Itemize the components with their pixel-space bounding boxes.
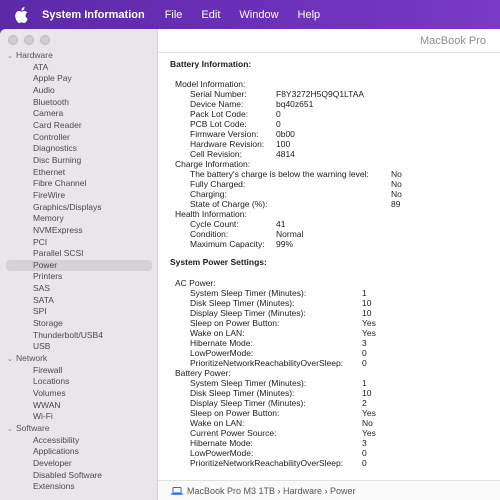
ac-power-key: Disk Sleep Timer (Minutes): [190, 298, 295, 308]
health-row [170, 219, 495, 229]
battery-power-row [170, 458, 495, 468]
charge-information-label-text: Charge Information: [175, 159, 251, 169]
sidebar-item-usb[interactable]: USB [33, 341, 51, 352]
chevron-down-icon[interactable]: ⌄ [7, 53, 13, 60]
ac-power-value: Yes [362, 318, 376, 328]
chevron-down-icon[interactable]: ⌄ [7, 426, 13, 433]
model-key: Cell Revision: [190, 149, 242, 159]
model-value: 0 [276, 109, 281, 119]
model-value: 0b00 [276, 129, 295, 139]
model-value: 100 [276, 139, 291, 149]
menu-edit[interactable]: Edit [201, 8, 221, 21]
ac-power-key: Hibernate Mode: [190, 338, 253, 348]
sidebar-item-nvmexpress[interactable]: NVMExpress [33, 224, 83, 235]
ac-power-key: LowPowerMode: [190, 348, 254, 358]
charge-key: Charging: [190, 189, 227, 199]
model-key: Firmware Version: [190, 129, 259, 139]
model-key: PCB Lot Code: [190, 119, 247, 129]
model-row [170, 99, 495, 109]
model-information-label-text: Model Information: [175, 79, 246, 89]
charge-information-label [170, 159, 495, 169]
health-key: Condition: [190, 229, 229, 239]
status-bar [158, 480, 500, 500]
battery-power-key: Sleep on Power Button: [190, 408, 280, 418]
model-key: Hardware Revision: [190, 139, 265, 149]
battery-power-value: 2 [362, 398, 367, 408]
charge-value: No [391, 189, 402, 199]
breadcrumb: MacBook Pro M3 1TB › Hardware › Power [187, 485, 356, 496]
sidebar-item-locations[interactable]: Locations [33, 376, 70, 387]
sidebar-item-disc-burning[interactable]: Disc Burning [33, 154, 82, 165]
health-value: 99% [276, 239, 294, 249]
sidebar-item-firewire[interactable]: FireWire [33, 189, 66, 200]
battery-power-value: No [362, 418, 373, 428]
battery-power-row [170, 388, 495, 398]
sidebar-item-audio[interactable]: Audio [33, 84, 55, 95]
model-row [170, 89, 495, 99]
sidebar-item-thunderbolt-usb4[interactable]: Thunderbolt/USB4 [33, 329, 103, 340]
health-row [170, 229, 495, 239]
sidebar-item-power[interactable]: Power [6, 260, 152, 272]
charge-key: Fully Charged: [190, 179, 246, 189]
sidebar-item-firewall[interactable]: Firewall [33, 364, 63, 375]
ac-power-value: Yes [362, 328, 376, 338]
ac-power-key: System Sleep Timer (Minutes): [190, 288, 307, 298]
sidebar-item-developer[interactable]: Developer [33, 457, 72, 468]
sidebar-item-spi[interactable]: SPI [33, 306, 47, 317]
battery-power-value: 10 [362, 388, 372, 398]
battery-power-key: System Sleep Timer (Minutes): [190, 378, 307, 388]
ac-power-key: Wake on LAN: [190, 328, 245, 338]
battery-power-value: Yes [362, 428, 376, 438]
battery-power-key: Hibernate Mode: [190, 438, 253, 448]
sidebar-item-disabled-software[interactable]: Disabled Software [33, 469, 102, 480]
sidebar-item-camera[interactable]: Camera [33, 108, 64, 119]
close-button[interactable] [8, 35, 18, 45]
sidebar-item-ethernet[interactable]: Ethernet [33, 166, 66, 177]
model-key: Device Name: [190, 99, 244, 109]
battery-power-value: 1 [362, 378, 367, 388]
battery-power-row [170, 378, 495, 388]
model-row [170, 129, 495, 139]
health-information-label-text: Health Information: [175, 209, 247, 219]
model-value: F8Y3272H5Q9Q1LTAA [276, 89, 365, 99]
charge-value: 89 [391, 199, 401, 209]
health-value: 41 [276, 219, 286, 229]
battery-power-value: 0 [362, 458, 367, 468]
window-title: MacBook Pro [419, 35, 486, 47]
ac-power-row [170, 318, 495, 328]
ac-power-value: 10 [362, 308, 372, 318]
sidebar-item-parallel-scsi[interactable]: Parallel SCSI [33, 248, 84, 259]
sidebar-item-sata[interactable]: SATA [33, 294, 54, 305]
system-information-window [0, 29, 500, 500]
model-row [170, 109, 495, 119]
system-power-settings-heading: System Power Settings: [170, 257, 267, 267]
minimize-button[interactable] [24, 35, 34, 45]
charge-key: State of Charge (%): [190, 199, 268, 209]
sidebar [0, 29, 158, 500]
title-bar [158, 29, 500, 53]
battery-power-row [170, 398, 495, 408]
ac-power-key: Display Sleep Timer (Minutes): [190, 308, 306, 318]
menu-window[interactable]: Window [239, 8, 279, 21]
sidebar-item-controller[interactable]: Controller [33, 131, 70, 142]
battery-power-key: Display Sleep Timer (Minutes): [190, 398, 306, 408]
sidebar-group-label: Software [16, 423, 50, 433]
ac-power-label-text: AC Power: [175, 278, 216, 288]
battery-power-key: Disk Sleep Timer (Minutes): [190, 388, 295, 398]
sidebar-item-accessibility[interactable]: Accessibility [33, 434, 80, 445]
charge-row [170, 199, 495, 209]
health-key: Cycle Count: [190, 219, 239, 229]
ac-power-row [170, 288, 495, 298]
battery-power-value: Yes [362, 408, 376, 418]
model-value: bq40z651 [276, 99, 314, 109]
ac-power-key: Sleep on Power Button: [190, 318, 280, 328]
battery-power-row [170, 438, 495, 448]
sidebar-item-printers[interactable]: Printers [33, 271, 63, 282]
ac-power-value: 3 [362, 338, 367, 348]
charge-value: No [391, 169, 402, 179]
report-content [170, 58, 495, 468]
apple-logo-icon[interactable] [14, 7, 28, 23]
sidebar-item-wi-fi[interactable]: Wi-Fi [33, 411, 53, 422]
ac-power-label [170, 278, 495, 288]
sidebar-item-storage[interactable]: Storage [33, 318, 63, 329]
ac-power-value: 10 [362, 298, 372, 308]
sidebar-group-network[interactable] [0, 353, 158, 365]
model-information-label [170, 79, 495, 89]
app-menu[interactable]: System Information [42, 8, 145, 21]
model-key: Serial Number: [190, 89, 247, 99]
ac-power-value: 0 [362, 358, 367, 368]
charge-row [170, 179, 495, 189]
sidebar-item-diagnostics[interactable]: Diagnostics [33, 143, 77, 154]
battery-information-heading: Battery Information: [170, 59, 252, 69]
menu-bar [0, 0, 500, 29]
battery-power-row [170, 448, 495, 458]
ac-power-row [170, 298, 495, 308]
battery-power-value: 0 [362, 448, 367, 458]
sidebar-item-fibre-channel[interactable]: Fibre Channel [33, 178, 87, 189]
sidebar-item-card-reader[interactable]: Card Reader [33, 119, 82, 130]
sidebar-item-sas[interactable]: SAS [33, 283, 51, 294]
sidebar-group-label: Network [16, 353, 48, 364]
sidebar-group-label: Hardware [16, 50, 53, 60]
model-row [170, 149, 495, 159]
sidebar-item-bluetooth[interactable]: Bluetooth [33, 96, 69, 107]
health-information-label [170, 209, 495, 219]
model-value: 0 [276, 119, 281, 129]
window-controls [8, 35, 50, 45]
battery-power-row [170, 428, 495, 438]
battery-power-value: 3 [362, 438, 367, 448]
model-row [170, 139, 495, 149]
ac-power-row [170, 308, 495, 318]
sidebar-item-graphics-displays[interactable]: Graphics/Displays [33, 201, 102, 212]
ac-power-row [170, 338, 495, 348]
laptop-icon [171, 487, 183, 495]
sidebar-item-pci[interactable]: PCI [33, 236, 48, 247]
battery-power-row [170, 418, 495, 428]
ac-power-row [170, 348, 495, 358]
battery-power-key: LowPowerMode: [190, 448, 254, 458]
sidebar-item-applications[interactable]: Applications [33, 446, 79, 457]
charge-key: The battery's charge is below the warning level: [190, 169, 369, 179]
menu-help[interactable]: Help [297, 8, 321, 21]
battery-power-key: Wake on LAN: [190, 418, 245, 428]
battery-power-row [170, 408, 495, 418]
ac-power-key: PrioritizeNetworkReachabilityOverSleep: [190, 358, 344, 368]
battery-power-label-text: Battery Power: [175, 368, 231, 378]
sidebar-item-extensions[interactable]: Extensions [33, 481, 75, 492]
sidebar-group-hardware[interactable] [0, 50, 158, 62]
sidebar-group-software[interactable] [0, 423, 158, 435]
zoom-button[interactable] [40, 35, 50, 45]
model-key: Pack Lot Code: [190, 109, 249, 119]
health-value: Normal [276, 229, 304, 239]
sidebar-item-memory[interactable]: Memory [33, 213, 64, 224]
ac-power-row [170, 358, 495, 368]
sidebar-item-ata[interactable]: ATA [33, 61, 49, 72]
ac-power-value: 1 [362, 288, 367, 298]
model-row [170, 119, 495, 129]
charge-value: No [391, 179, 402, 189]
sidebar-item-apple-pay[interactable]: Apple Pay [33, 73, 72, 84]
sidebar-item-wwan[interactable]: WWAN [33, 399, 61, 410]
battery-power-key: Current Power Source: [190, 428, 277, 438]
charge-row [170, 189, 495, 199]
model-value: 4814 [276, 149, 295, 159]
chevron-down-icon[interactable]: ⌄ [7, 356, 13, 364]
menu-file[interactable]: File [164, 8, 183, 21]
sidebar-tree [0, 50, 158, 493]
battery-power-label [170, 368, 495, 378]
health-key: Maximum Capacity: [190, 239, 265, 249]
ac-power-row [170, 328, 495, 338]
charge-row [170, 169, 495, 179]
health-row [170, 239, 495, 249]
sidebar-item-volumes[interactable]: Volumes [33, 388, 66, 399]
ac-power-value: 0 [362, 348, 367, 358]
battery-power-key: PrioritizeNetworkReachabilityOverSleep: [190, 458, 344, 468]
